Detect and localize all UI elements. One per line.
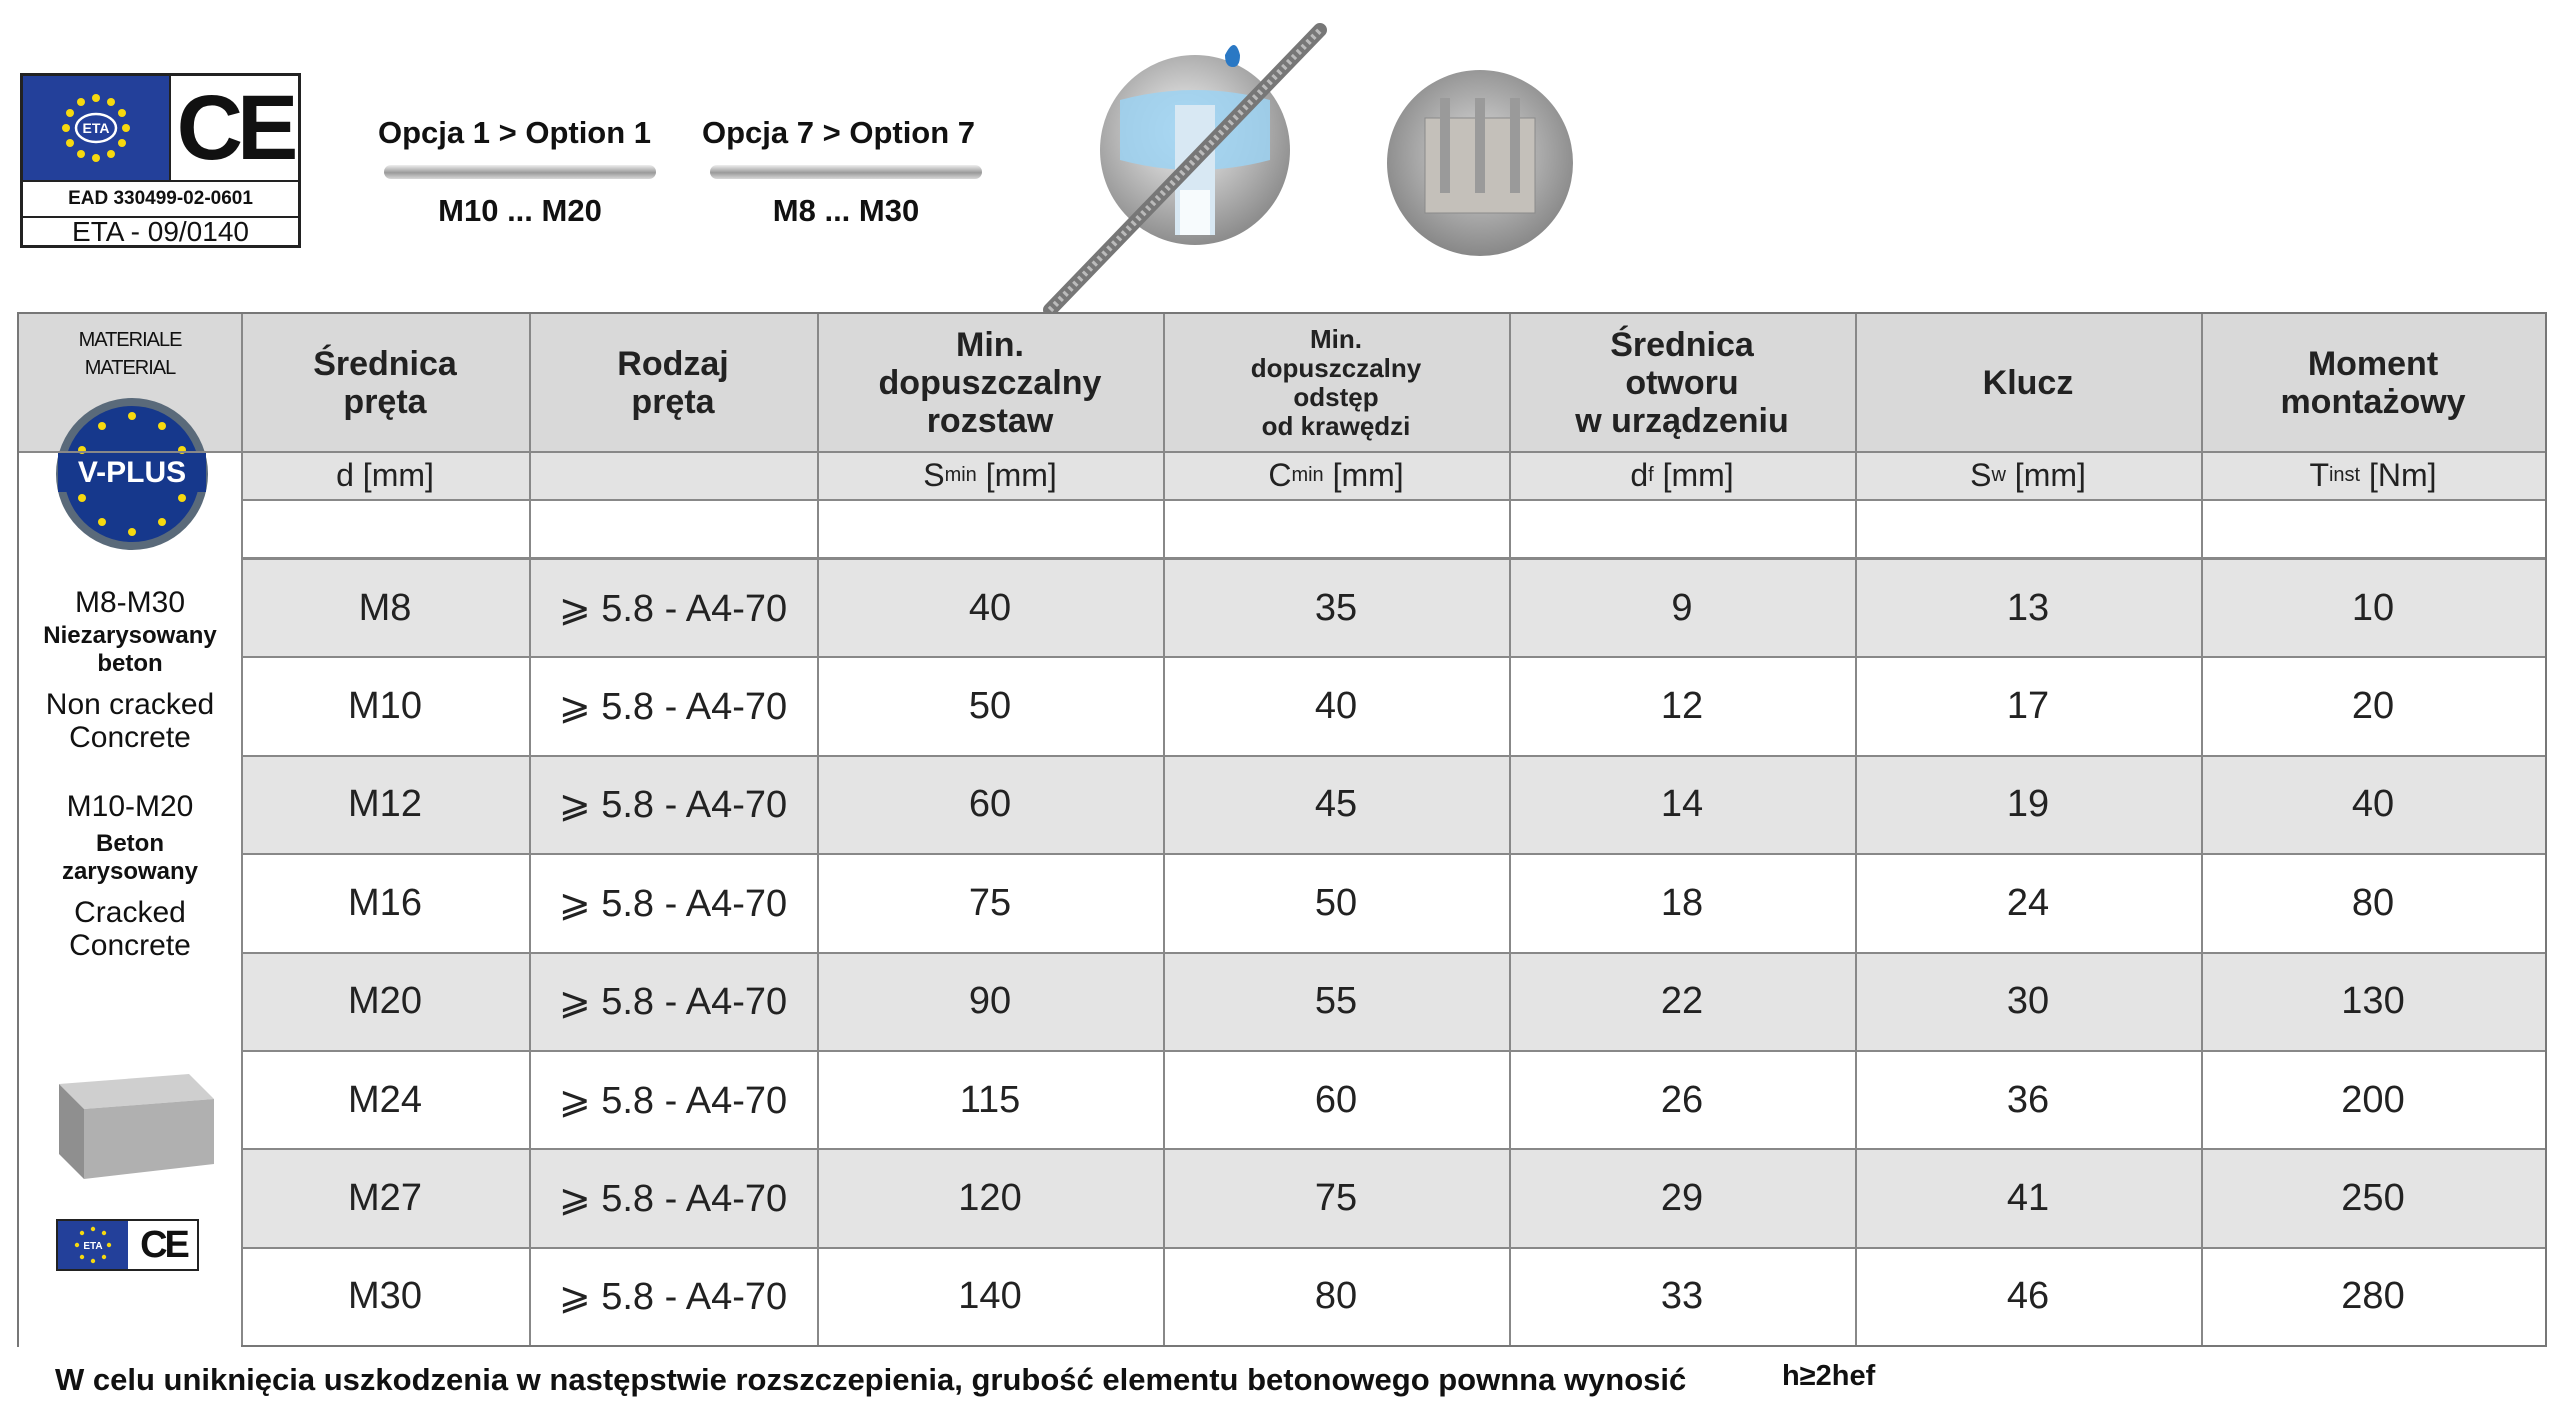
- table-cell: M24: [348, 1078, 422, 1121]
- side-cracked-pl: Beton zarysowany: [61, 830, 199, 885]
- table-cell: ⩾ 5.8 - A4-70: [558, 1276, 788, 1319]
- unit-dimension: [mm]: [2005, 456, 2086, 493]
- table-cell: 120: [958, 1177, 1022, 1220]
- side-uncracked-pl: Niezarysowany beton: [43, 622, 217, 677]
- table-cell: 19: [2006, 783, 2050, 826]
- v-plus-text: V-PLUS: [77, 456, 187, 489]
- table-cell: ⩾ 5.8 - A4-70: [558, 882, 788, 925]
- table-cell: 24: [2006, 881, 2050, 924]
- table-cell: 140: [958, 1275, 1022, 1318]
- threaded-rod-icon: [384, 165, 656, 179]
- table-cell: 80: [1314, 1275, 1358, 1318]
- table-row: [241, 1148, 2545, 1246]
- v-plus-logo-icon: [52, 394, 212, 554]
- unit-subscript: min: [1291, 463, 1324, 486]
- table-cell: 80: [2351, 881, 2395, 924]
- header-torque: Moment montażowy: [2201, 314, 2545, 451]
- table-cell: 41: [2006, 1177, 2050, 1220]
- small-eta-ce-badge: [56, 1219, 199, 1271]
- table-cell: 60: [1314, 1078, 1358, 1121]
- table-cell: 40: [2351, 783, 2395, 826]
- unit-symbol: d: [1630, 456, 1649, 493]
- table-row: [241, 853, 2545, 951]
- threaded-rod-icon: [710, 165, 982, 179]
- material-label: MATERIALE MATERIAL: [78, 329, 182, 379]
- table-cell: 13: [2006, 586, 2050, 629]
- table-cell: M10: [348, 685, 422, 728]
- side-cracked-en: Cracked Concrete: [69, 896, 191, 962]
- eu-flag-icon: [58, 1221, 128, 1269]
- unit-symbol: S: [923, 456, 945, 493]
- table-cell: M12: [348, 783, 422, 826]
- side-uncracked-en: Non cracked Concrete: [45, 688, 215, 754]
- header-min-edge-distance: Min. dopuszczalny odstęp od krawędzi: [1163, 314, 1509, 451]
- unit-smin: [817, 451, 1163, 499]
- option-1-range: M10 ... M20: [438, 193, 602, 228]
- table-body: [241, 558, 2545, 1345]
- ce-mark-small: CE: [140, 1223, 187, 1266]
- table-cell: 12: [1660, 685, 1704, 728]
- eta-badge-small: ETA: [83, 1241, 103, 1252]
- header-wrench: Klucz: [1855, 314, 2201, 451]
- unit-df: [1509, 451, 1855, 499]
- unit-dimension: [mm]: [1653, 456, 1734, 493]
- header-hole-diameter: Średnica otworu w urządzeniu: [1509, 314, 1855, 451]
- footer-note: W celu uniknięcia uszkodzenia w następstwie rozszczepienia, grubość elementu betonowego pownna wynosić: [55, 1362, 1687, 1397]
- unit-tinst: [2201, 451, 2545, 499]
- table-cell: 22: [1660, 980, 1704, 1023]
- table-cell: 60: [968, 783, 1012, 826]
- eta-number: ETA - 09/0140: [72, 216, 249, 247]
- table-cell: 20: [2351, 685, 2395, 728]
- unit-subscript: min: [944, 463, 977, 486]
- side-range-1: M8-M30: [74, 586, 186, 619]
- table-cell: ⩾ 5.8 - A4-70: [558, 981, 788, 1024]
- ead-number: EAD 330499-02-0601: [23, 180, 298, 218]
- header-rod-diameter: Średnica pręta: [241, 314, 529, 451]
- table-cell: 40: [968, 586, 1012, 629]
- table-cell: 45: [1314, 783, 1358, 826]
- table-cell: 10: [2351, 586, 2395, 629]
- table-row: [241, 952, 2545, 1050]
- table-cell: 35: [1314, 586, 1358, 629]
- table-cell: M30: [348, 1275, 422, 1318]
- table-cell: ⩾ 5.8 - A4-70: [558, 686, 788, 729]
- table-cell: ⩾ 5.8 - A4-70: [558, 1079, 788, 1122]
- table-cell: 90: [968, 980, 1012, 1023]
- option-7-range: M8 ... M30: [772, 193, 920, 228]
- ce-mark: CE: [176, 76, 293, 179]
- table-cell: 50: [1314, 881, 1358, 924]
- table-cell: ⩾ 5.8 - A4-70: [558, 587, 788, 630]
- concrete-block-icon: [39, 1064, 219, 1184]
- unit-empty: [529, 451, 817, 499]
- table-row: [241, 656, 2545, 754]
- table-cell: 75: [968, 881, 1012, 924]
- table-cell: M27: [348, 1177, 422, 1220]
- unit-symbol: S: [1970, 456, 1992, 493]
- unit-symbol: T: [2309, 456, 2329, 493]
- table-cell: 75: [1314, 1177, 1358, 1220]
- table-cell: 200: [2341, 1078, 2405, 1121]
- anchor-data-table: [17, 312, 2547, 1347]
- table-cell: ⩾ 5.8 - A4-70: [558, 784, 788, 827]
- table-cell: 29: [1660, 1177, 1704, 1220]
- unit-subscript: f: [1648, 463, 1654, 486]
- table-cell: 115: [959, 1078, 1021, 1121]
- unit-cmin: [1163, 451, 1509, 499]
- table-cell: 46: [2006, 1275, 2050, 1318]
- option-7-title: Opcja 7 > Option 7: [702, 115, 976, 150]
- table-cell: 130: [2341, 980, 2405, 1023]
- unit-symbol: C: [1268, 456, 1292, 493]
- table-row: [241, 558, 2545, 656]
- table-cell: 55: [1314, 980, 1358, 1023]
- table-cell: 280: [2341, 1275, 2405, 1318]
- anchor-installation-icon: [1030, 10, 1340, 320]
- table-cell: M20: [348, 980, 422, 1023]
- side-range-2: M10-M20: [66, 790, 194, 823]
- unit-subscript: inst: [2328, 463, 2361, 486]
- unit-dimension: [mm]: [1323, 456, 1404, 493]
- option-1-title: Opcja 1 > Option 1: [378, 115, 652, 150]
- table-cell: ⩾ 5.8 - A4-70: [558, 1178, 788, 1221]
- eu-flag-eta-icon: [23, 76, 171, 180]
- table-cell: 18: [1660, 881, 1704, 924]
- table-cell: M16: [348, 881, 422, 924]
- table-cell: M8: [358, 586, 412, 629]
- table-cell: 17: [2006, 685, 2050, 728]
- header-min-spacing: Min. dopuszczalny rozstaw: [817, 314, 1163, 451]
- header-rod-type: Rodzaj pręta: [529, 314, 817, 451]
- table-cell: 26: [1660, 1078, 1704, 1121]
- unit-sw: [1855, 451, 2201, 499]
- table-cell: 36: [2006, 1078, 2050, 1121]
- unit-dimension: [mm]: [976, 456, 1057, 493]
- unit-subscript: w: [1991, 463, 2006, 486]
- table-cell: 40: [1314, 685, 1358, 728]
- eta-ce-certificate: [20, 73, 301, 248]
- table-row: [241, 755, 2545, 853]
- table-row: [241, 1247, 2545, 1345]
- table-cell: 50: [968, 685, 1012, 728]
- footer-formula: h≥2hef: [1782, 1360, 1876, 1392]
- table-cell: 9: [1671, 586, 1693, 629]
- table-cell: 33: [1660, 1275, 1704, 1318]
- unit-dimension: [Nm]: [2360, 456, 2437, 493]
- table-row: [241, 1050, 2545, 1148]
- table-cell: 14: [1660, 783, 1704, 826]
- table-cell: 250: [2341, 1177, 2405, 1220]
- anchor-in-concrete-icon: [1385, 68, 1575, 258]
- table-cell: 30: [2006, 980, 2050, 1023]
- eta-badge: ETA: [82, 120, 110, 136]
- unit-d-text: d [mm]: [336, 456, 434, 493]
- unit-d: [241, 451, 529, 499]
